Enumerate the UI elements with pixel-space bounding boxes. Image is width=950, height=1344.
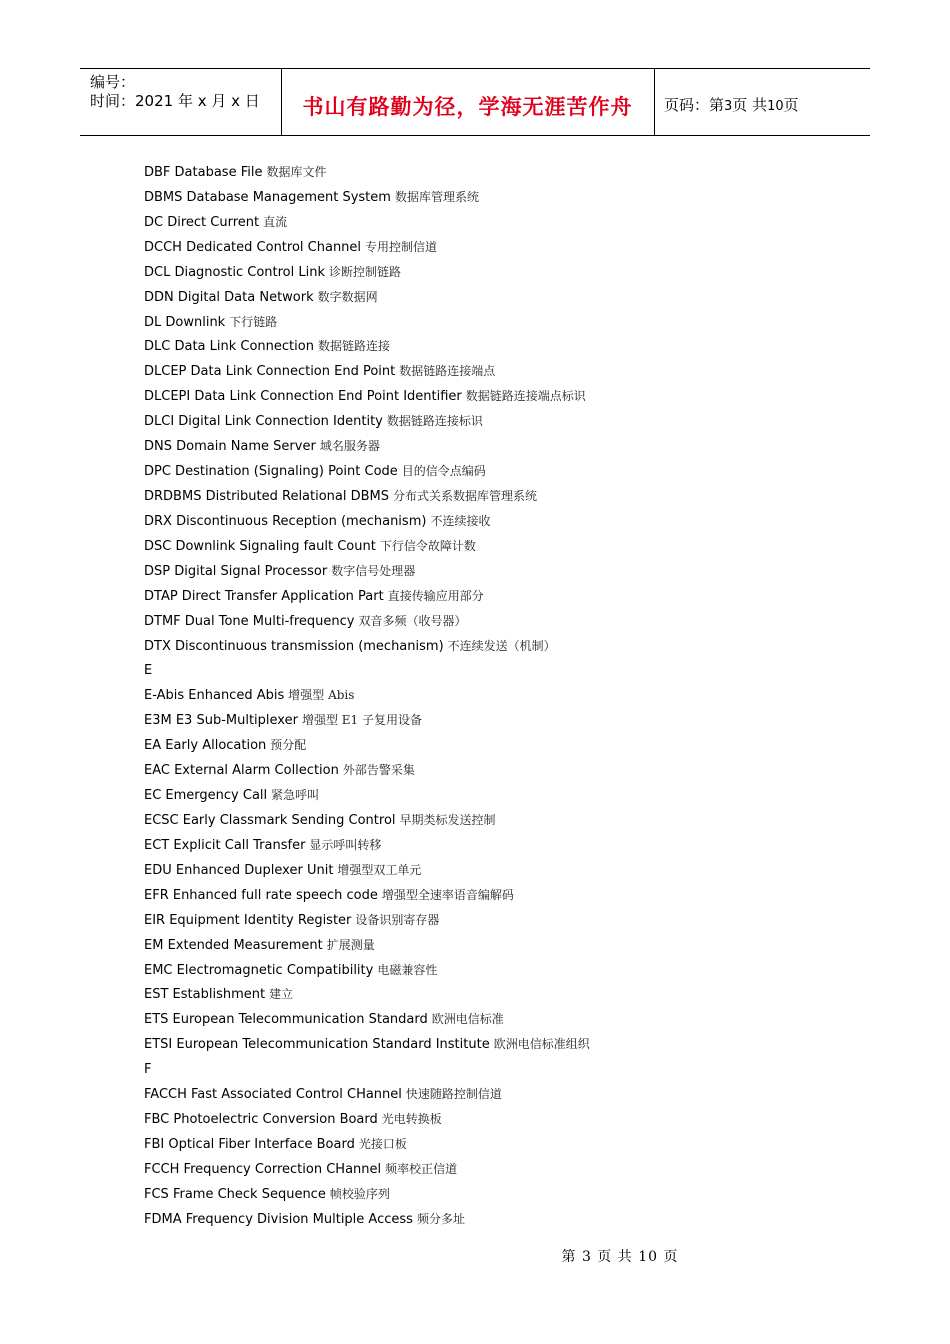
- entry-translation: 不连续接收: [430, 513, 491, 528]
- glossary-entry: [144, 584, 590, 609]
- entry-translation: 设备识别寄存器: [355, 912, 440, 927]
- glossary-entry: [144, 210, 590, 235]
- entry-translation: 早期类标发送控制: [399, 812, 496, 827]
- glossary-entry: [144, 434, 590, 459]
- entry-translation: 直流: [263, 214, 288, 229]
- entry-translation: 双音多频（收号器）: [358, 613, 467, 628]
- glossary-entry: [144, 185, 590, 210]
- glossary-entry: [144, 609, 590, 634]
- entry-translation: 紧急呼叫: [271, 788, 320, 803]
- entry-translation: 增强型全速率语音编解码: [381, 887, 514, 902]
- entry-term: E: [144, 663, 153, 679]
- entry-term: FACCH Fast Associated Control CHannel: [144, 1087, 402, 1103]
- entry-translation: 不连续发送（机制）: [447, 638, 556, 653]
- glossary-entry: [144, 858, 590, 883]
- glossary-entry: [144, 708, 590, 733]
- entry-translation: 频分多址: [416, 1211, 465, 1226]
- glossary-entry: [144, 1057, 590, 1082]
- entry-translation: 增强型 Abis: [288, 688, 355, 703]
- document-date-label: 时间：2021 年 x 月 x 日: [90, 92, 260, 110]
- entry-term: FBI Optical Fiber Interface Board: [144, 1136, 355, 1152]
- entry-term: DLCEPI Data Link Connection End Point Identifier: [144, 389, 462, 405]
- entry-term: EA Early Allocation: [144, 738, 267, 754]
- glossary-entry: [144, 384, 590, 409]
- entry-translation: 直接传输应用部分: [387, 588, 484, 603]
- glossary-entry: [144, 285, 590, 310]
- entry-term: DSP Digital Signal Processor: [144, 563, 328, 579]
- entry-translation: 数字数据网: [317, 289, 378, 304]
- entry-term: E3M E3 Sub-Multiplexer: [144, 713, 298, 729]
- entry-term: EM Extended Measurement: [144, 937, 323, 953]
- glossary-entry: [144, 1007, 590, 1032]
- entry-term: FCS Frame Check Sequence: [144, 1186, 326, 1202]
- glossary-entry: [144, 733, 590, 758]
- page-suffix: 页: [783, 96, 799, 114]
- glossary-entry: [144, 509, 590, 534]
- entry-term: EAC External Alarm Collection: [144, 763, 339, 779]
- glossary-entry: [144, 1157, 590, 1182]
- page-number: 3: [724, 99, 733, 114]
- glossary-entry: [144, 1132, 590, 1157]
- entry-term: DBMS Database Management System: [144, 189, 391, 205]
- entry-translation: 数据链路连接标识: [386, 414, 483, 429]
- entry-term: DCL Diagnostic Control Link: [144, 264, 326, 280]
- entry-term: ETSI European Telecommunication Standard Institute: [144, 1037, 490, 1053]
- entry-term: DLCEP Data Link Connection End Point: [144, 364, 396, 380]
- entry-translation: 数据链路连接端点: [399, 364, 496, 379]
- entry-translation: 电磁兼容性: [377, 962, 438, 977]
- page-footer: 第 3 页 共 10 页: [561, 1249, 679, 1265]
- entry-translation: 外部告警采集: [342, 763, 415, 778]
- entry-term: DPC Destination (Signaling) Point Code: [144, 464, 398, 480]
- entry-term: DLCI Digital Link Connection Identity: [144, 414, 383, 430]
- glossary-entry: [144, 758, 590, 783]
- entry-term: ETS European Telecommunication Standard: [144, 1012, 428, 1028]
- header-motto: 书山有路勤为径，学海无涯苦作舟: [302, 94, 633, 119]
- entry-translation: 光电转换板: [381, 1112, 442, 1127]
- glossary-entry: [144, 908, 590, 933]
- glossary-entry: [144, 933, 590, 958]
- header-divider: [654, 69, 655, 135]
- entry-translation: 专用控制信道: [365, 239, 438, 254]
- glossary-entry: [144, 334, 590, 359]
- glossary-entry: [144, 260, 590, 285]
- glossary-entry: [144, 683, 590, 708]
- glossary-entry: [144, 160, 590, 185]
- entry-term: DNS Domain Name Server: [144, 439, 316, 455]
- entry-translation: 预分配: [270, 738, 307, 753]
- entry-translation: 分布式关系数据库管理系统: [393, 488, 538, 503]
- entry-translation: 增强型 E1 子复用设备: [301, 713, 422, 728]
- entry-term: DTMF Dual Tone Multi-frequency: [144, 613, 355, 629]
- entry-term: DRDBMS Distributed Relational DBMS: [144, 488, 390, 504]
- page-mid: 页 共: [732, 96, 768, 114]
- entry-term: EFR Enhanced full rate speech code: [144, 887, 378, 903]
- entry-term: FCCH Frequency Correction CHannel: [144, 1161, 382, 1177]
- entry-translation: 建立: [269, 987, 294, 1002]
- glossary-entry: [144, 459, 590, 484]
- entry-term: EDU Enhanced Duplexer Unit: [144, 862, 334, 878]
- entry-term: DRX Discontinuous Reception (mechanism): [144, 513, 427, 529]
- glossary-entry: [144, 484, 590, 509]
- entry-translation: 光接口板: [358, 1136, 407, 1151]
- entry-term: DLC Data Link Connection: [144, 339, 314, 355]
- glossary-list: [144, 160, 590, 1232]
- glossary-entry: [144, 982, 590, 1007]
- entry-translation: 下行信令故障计数: [379, 538, 476, 553]
- entry-term: DCCH Dedicated Control Channel: [144, 239, 362, 255]
- glossary-entry: [144, 559, 590, 584]
- page-header: [80, 68, 870, 136]
- entry-translation: 下行链路: [229, 314, 278, 329]
- glossary-entry: [144, 958, 590, 983]
- entry-translation: 数据链路连接端点标识: [465, 389, 586, 404]
- entry-term: DC Direct Current: [144, 214, 260, 230]
- entry-translation: 域名服务器: [319, 439, 380, 454]
- glossary-entry: [144, 1082, 590, 1107]
- glossary-entry: [144, 1182, 590, 1207]
- entry-term: EMC Electromagnetic Compatibility: [144, 962, 374, 978]
- entry-translation: 数据库文件: [266, 165, 327, 179]
- entry-term: DBF Database File: [144, 165, 263, 180]
- entry-translation: 扩展测量: [326, 937, 375, 952]
- page-total: 10: [767, 99, 784, 114]
- entry-translation: 欧洲电信标准组织: [493, 1037, 590, 1052]
- entry-term: FDMA Frequency Division Multiple Access: [144, 1211, 413, 1227]
- page-prefix: 页码：第: [664, 96, 725, 114]
- glossary-entry: [144, 235, 590, 260]
- entry-translation: 快速随路控制信道: [405, 1087, 502, 1102]
- entry-translation: 频率校正信道: [385, 1161, 458, 1176]
- entry-term: EST Establishment: [144, 987, 266, 1003]
- entry-term: DTAP Direct Transfer Application Part: [144, 588, 384, 604]
- glossary-entry: [144, 1032, 590, 1057]
- entry-translation: 诊断控制链路: [329, 264, 402, 279]
- document-number-label: 编号：: [90, 73, 136, 91]
- entry-translation: 显示呼叫转移: [309, 837, 382, 852]
- entry-translation: 数据库管理系统: [394, 189, 479, 204]
- header-page-info: [664, 94, 799, 115]
- entry-term: EIR Equipment Identity Register: [144, 912, 352, 928]
- entry-translation: 欧洲电信标准: [431, 1012, 504, 1027]
- entry-term: ECT Explicit Call Transfer: [144, 837, 306, 853]
- entry-term: F: [144, 1062, 152, 1078]
- entry-translation: 目的信令点编码: [401, 464, 486, 479]
- entry-term: DTX Discontinuous transmission (mechanism): [144, 638, 444, 654]
- entry-term: E-Abis Enhanced Abis: [144, 688, 285, 704]
- glossary-entry: [144, 359, 590, 384]
- glossary-entry: [144, 634, 590, 659]
- glossary-entry: [144, 808, 590, 833]
- glossary-entry: [144, 310, 590, 335]
- entry-term: DSC Downlink Signaling fault Count: [144, 538, 376, 554]
- entry-translation: 增强型双工单元: [337, 862, 422, 877]
- glossary-entry: [144, 1107, 590, 1132]
- entry-translation: 数字信号处理器: [331, 563, 416, 578]
- entry-translation: 数据链路连接: [317, 339, 390, 354]
- entry-term: DDN Digital Data Network: [144, 289, 314, 305]
- entry-term: EC Emergency Call: [144, 788, 268, 804]
- glossary-entry: [144, 1207, 590, 1232]
- glossary-entry: [144, 658, 590, 683]
- glossary-entry: [144, 783, 590, 808]
- entry-term: ECSC Early Classmark Sending Control: [144, 812, 396, 828]
- entry-term: FBC Photoelectric Conversion Board: [144, 1112, 378, 1128]
- glossary-entry: [144, 409, 590, 434]
- entry-translation: 帧校验序列: [329, 1186, 390, 1201]
- glossary-entry: [144, 833, 590, 858]
- glossary-entry: [144, 534, 590, 559]
- glossary-entry: [144, 883, 590, 908]
- entry-term: DL Downlink: [144, 314, 226, 330]
